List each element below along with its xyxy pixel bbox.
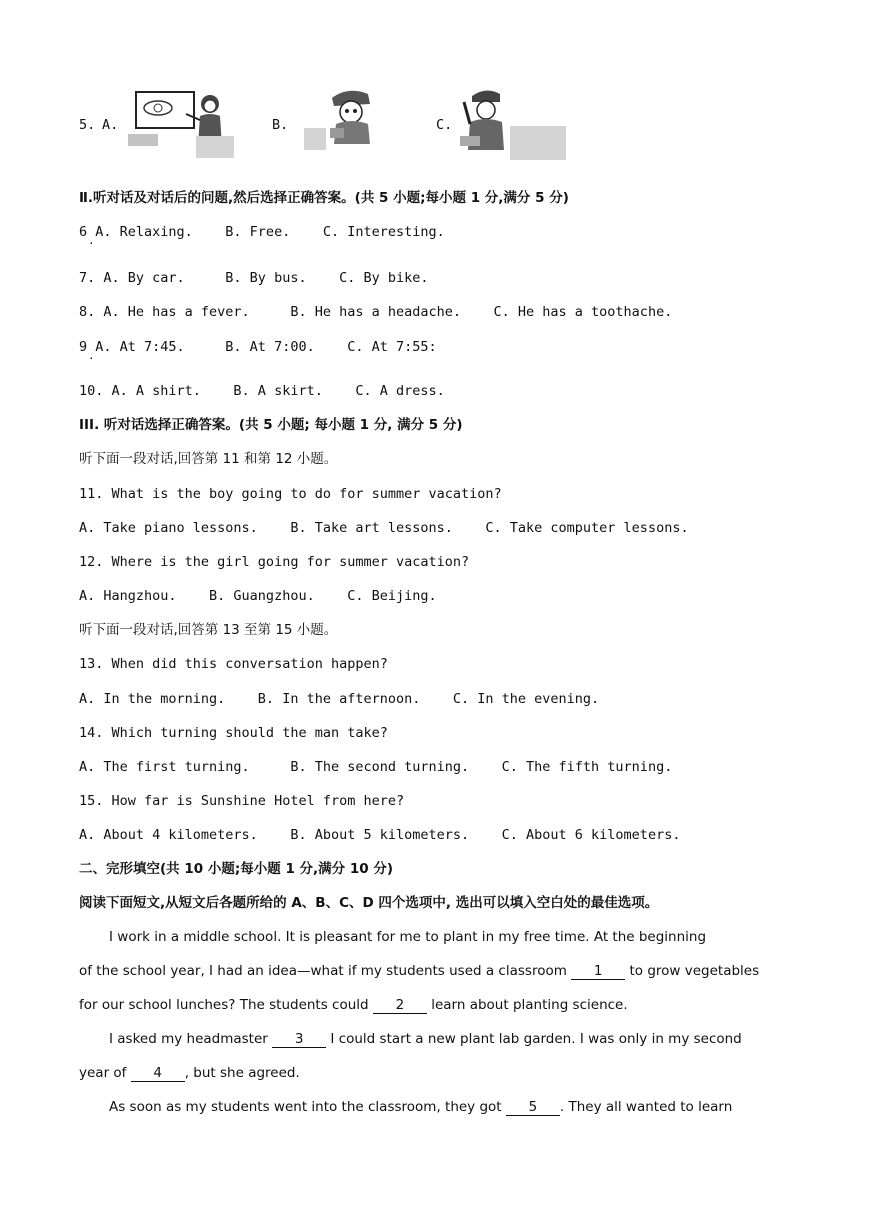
question-8: 8. A. He has a fever. B. He has a headache. C. He has a toothache. (79, 304, 673, 320)
passage-text: year of (79, 1065, 127, 1081)
question-13-options: A. In the morning. B. In the afternoon. C. In the evening. (79, 691, 600, 707)
question-14: 14. Which turning should the man take? (79, 725, 388, 741)
cloze-heading: 二、完形填空(共 10 小题;每小题 1 分,满分 10 分) (79, 861, 394, 877)
question-10: 10. A. A shirt. B. A skirt. C. A dress. (79, 383, 445, 399)
cloze-passage-line (79, 928, 790, 946)
passage-text: learn about planting science. (431, 997, 628, 1013)
question-14-options: A. The first turning. B. The second turning. C. The fifth turning. (79, 759, 673, 775)
cloze-instruction: 阅读下面短文,从短文后各题所给的 A、B、C、D 四个选项中, 选出可以填入空白处的最佳选项。 (79, 895, 659, 911)
passage-text: of the school year, I had an idea—what if my students used a classroom (79, 963, 567, 979)
question-11: 11. What is the boy going to do for summer vacation? (79, 486, 502, 502)
cloze-passage-line (79, 1098, 790, 1116)
cloze-blank-1[interactable]: 1 (571, 964, 625, 980)
cloze-passage-line (79, 996, 790, 1014)
question-7: 7. A. By car. B. By bus. C. By bike. (79, 270, 429, 286)
question-11-options: A. Take piano lessons. B. Take art lessons. C. Take computer lessons. (79, 520, 689, 536)
cloze-blank-3[interactable]: 3 (272, 1032, 326, 1048)
cloze-passage-line (79, 1064, 790, 1082)
redaction-box (510, 126, 566, 160)
passage-text: for our school lunches? The students could (79, 997, 369, 1013)
section3-intro-2: 听下面一段对话,回答第 13 至第 15 小题。 (79, 622, 338, 638)
cloze-blank-2[interactable]: 2 (373, 998, 427, 1014)
dot-mark: · (88, 352, 95, 365)
section2-heading: Ⅱ.听对话及对话后的问题,然后选择正确答案。(共 5 小题;每小题 1 分,满分 5 分) (79, 190, 569, 206)
question-12: 12. Where is the girl going for summer vacation? (79, 554, 470, 570)
section3-intro-1: 听下面一段对话,回答第 11 和第 12 小题。 (79, 451, 338, 467)
passage-text: , but she agreed. (184, 1065, 300, 1081)
passage-text: I could start a new plant lab garden. I was only in my second (330, 1031, 742, 1047)
q5-option-b-label: B. (272, 117, 289, 133)
passage-text: I asked my headmaster (109, 1031, 268, 1047)
dot-mark: · (88, 237, 95, 250)
passage-text: As soon as my students went into the classroom, they got (109, 1099, 502, 1115)
question-6: 6 A. Relaxing. B. Free. C. Interesting. (79, 224, 445, 240)
question-13: 13. When did this conversation happen? (79, 656, 388, 672)
cloze-passage-line (79, 1030, 790, 1048)
cloze-blank-4[interactable]: 4 (131, 1066, 185, 1082)
q5-number: 5. (79, 117, 96, 133)
cloze-passage-line (79, 962, 790, 980)
question-12-options: A. Hangzhou. B. Guangzhou. C. Beijing. (79, 588, 437, 604)
passage-text: . They all wanted to learn (559, 1099, 733, 1115)
question-15: 15. How far is Sunshine Hotel from here? (79, 793, 405, 809)
police-officer-picture (458, 84, 518, 160)
question-9: 9 A. At 7:45. B. At 7:00. C. At 7:55: (79, 339, 437, 355)
passage-text: I work in a middle school. It is pleasant for me to plant in my free time. At the beginning (109, 929, 707, 945)
cloze-blank-5[interactable]: 5 (506, 1100, 560, 1116)
passage-text: to grow vegetables (629, 963, 760, 979)
section3-heading: III. 听对话选择正确答案。(共 5 小题; 每小题 1 分, 满分 5 分) (79, 417, 463, 433)
q5-option-c-label: C. (436, 117, 453, 133)
q5-option-a-label: A. (102, 117, 119, 133)
question-15-options: A. About 4 kilometers. B. About 5 kilometers. C. About 6 kilometers. (79, 827, 681, 843)
redaction-box (304, 128, 326, 150)
redaction-box (196, 136, 234, 158)
